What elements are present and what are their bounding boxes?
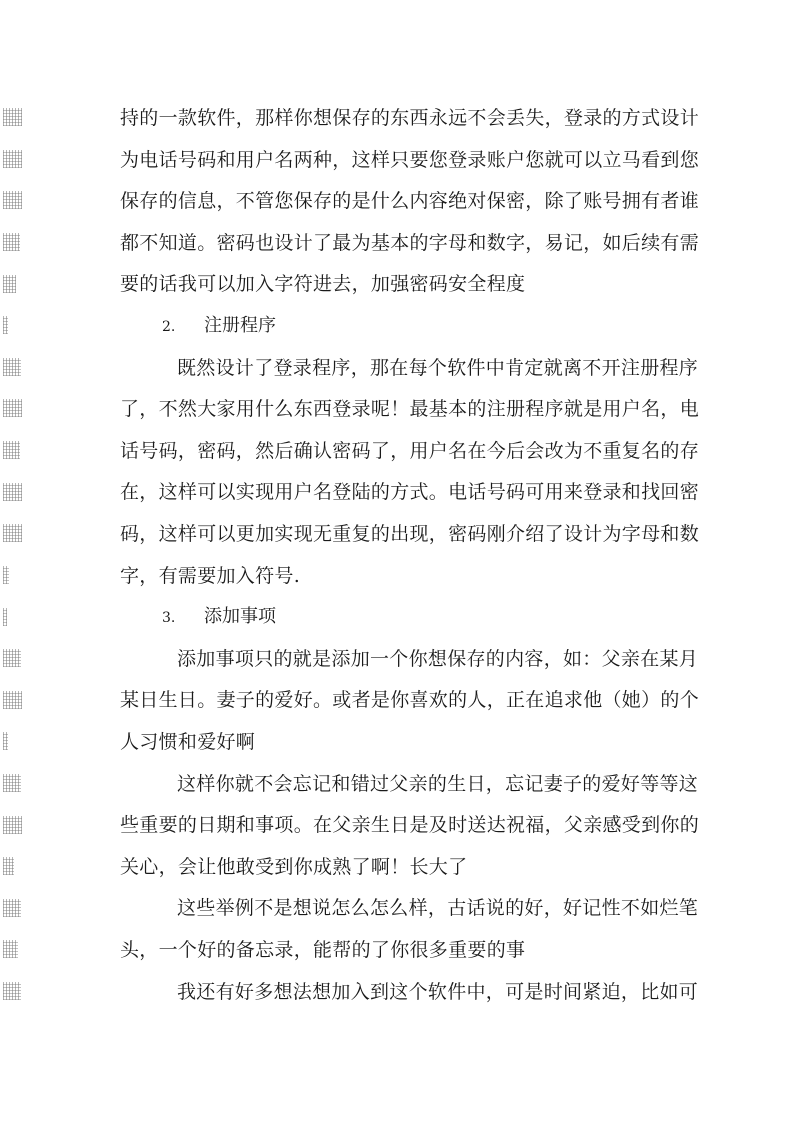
text-line: 关心，会让他敢受到你成熟了啊！长大了: [120, 855, 468, 878]
margin-mark: [3, 524, 22, 542]
text-line: 字，有需要加入符号.: [120, 564, 301, 587]
margin-marks: [0, 0, 40, 1123]
margin-mark: [3, 649, 21, 667]
margin-mark: [3, 483, 22, 501]
margin-mark: [3, 982, 21, 1000]
text-line: 都不知道。密码也设计了最为基本的字母和数字，易记，如后续有需: [120, 231, 700, 254]
margin-mark: [3, 857, 14, 875]
text-line: 这些举例不是想说怎么怎么样，古话说的好，好记性不如烂笔: [177, 897, 699, 920]
section-title: 添加事项: [204, 606, 276, 628]
section-number: 2.: [162, 319, 176, 335]
margin-mark: [3, 233, 20, 251]
section-title: 注册程序: [204, 315, 276, 336]
margin-mark: [3, 150, 22, 168]
margin-mark: [3, 816, 22, 834]
margin-mark: [3, 275, 16, 293]
text-line: 头，一个好的备忘录，能帮的了你很多重要的事: [120, 939, 526, 961]
text-line: 人习惯和爱好啊: [120, 731, 256, 753]
margin-mark: [3, 358, 21, 376]
text-line: 保存的信息，不管您保存的是什么内容绝对保密，除了账号拥有者谁: [120, 190, 700, 213]
text-line: 我还有好多想法想加入到这个软件中，可是时间紧迫，比如可: [177, 980, 699, 1003]
section-heading: [120, 597, 276, 637]
margin-mark: [3, 441, 20, 459]
margin-mark: [3, 608, 7, 626]
text-line: 些重要的日期和事项。在父亲生日是及时送达祝福，父亲感受到你的: [120, 814, 700, 837]
section-number: 3.: [162, 610, 176, 627]
margin-mark: [3, 108, 22, 126]
text-line: 添加事项只的就是添加一个你想保存的内容，如：父亲在某月: [177, 647, 699, 670]
margin-mark: [3, 899, 21, 917]
text-line: 某日生日。妻子的爱好。或者是你喜欢的人，正在追求他（她）的个: [120, 689, 700, 712]
text-line: 码，这样可以更加实现无重复的出现，密码刚介绍了设计为字母和数: [120, 523, 700, 545]
margin-mark: [3, 691, 22, 709]
margin-mark: [3, 316, 8, 334]
text-line: 了，不然大家用什么东西登录呢！最基本的注册程序就是用户名，电: [120, 398, 700, 421]
text-line: 要的话我可以加入字符进去，加强密码安全程度: [120, 273, 526, 296]
text-line: 话号码，密码，然后确认密码了，用户名在今后会改为不重复名的存: [120, 439, 700, 462]
text-line: 为电话号码和用户名两种，这样只要您登录账户您就可以立马看到您: [120, 148, 700, 171]
margin-mark: [3, 940, 18, 958]
margin-mark: [3, 732, 8, 750]
margin-mark: [3, 191, 22, 209]
text-line: 这样你就不会忘记和错过父亲的生日，忘记妻子的爱好等等这: [177, 772, 699, 795]
margin-mark: [3, 774, 21, 792]
text-line: 在，这样可以实现用户名登陆的方式。电话号码可用来登录和找回密: [120, 481, 700, 504]
section-heading: [120, 306, 276, 346]
text-line: 持的一款软件，那样你想保存的东西永远不会丢失，登录的方式设计: [120, 107, 700, 129]
margin-mark: [3, 399, 22, 417]
text-line: 既然设计了登录程序，那在每个软件中肯定就离不开注册程序: [177, 356, 699, 379]
margin-mark: [3, 566, 9, 584]
